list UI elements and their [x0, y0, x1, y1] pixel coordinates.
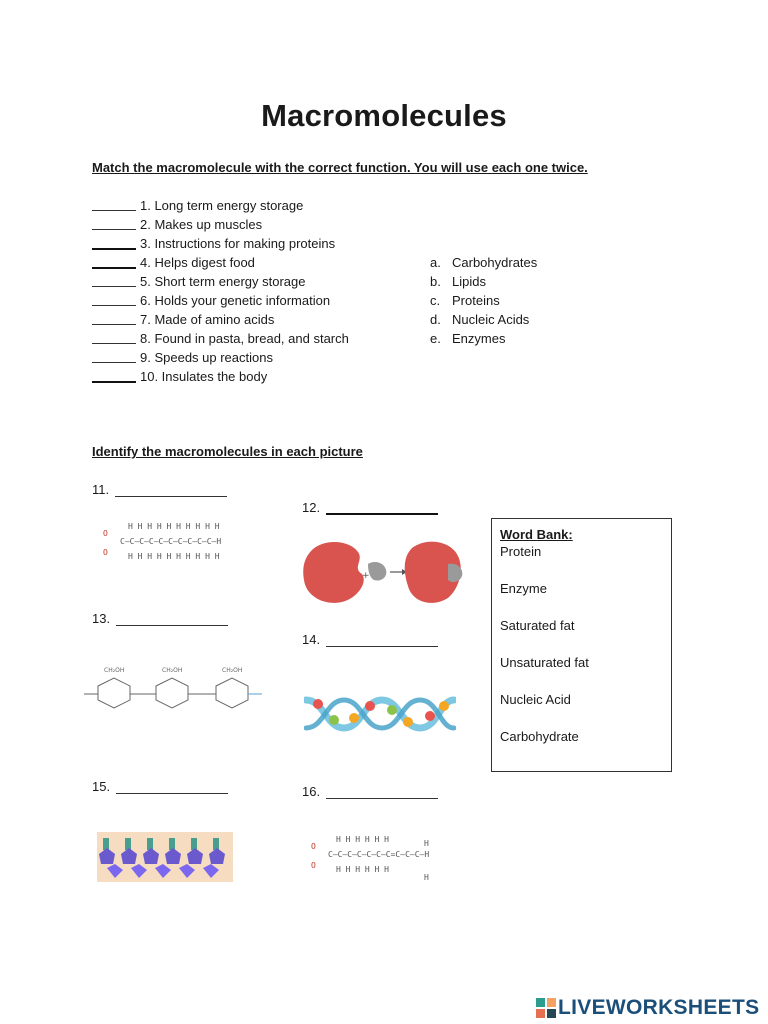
- question-1: 1. Long term energy storage: [92, 196, 349, 215]
- base-2: [329, 715, 339, 725]
- answer-blank-8[interactable]: [92, 333, 136, 344]
- item-14: 14.: [302, 632, 438, 647]
- word-bank-title: Word Bank:: [500, 527, 573, 542]
- option-d: d. Nucleic Acids: [430, 312, 530, 327]
- base-3: [349, 713, 359, 723]
- item-12: 12.: [302, 500, 438, 515]
- h-row-bottom: H H H H H H H H H H: [128, 552, 220, 561]
- answer-line-11[interactable]: [115, 484, 227, 497]
- word-bank: [491, 518, 672, 772]
- base-8: [439, 701, 449, 711]
- oxygen-label-16: O: [311, 842, 316, 851]
- h-upper-right-16: H: [424, 839, 429, 848]
- logo-text: LIVEWORKSHEETS: [558, 996, 760, 1019]
- answer-blank-9[interactable]: [92, 352, 136, 363]
- option-e: e. Enzymes: [430, 331, 506, 346]
- logo-icon: [536, 998, 556, 1018]
- answer-blank-3[interactable]: [92, 238, 136, 250]
- answer-line-14[interactable]: [326, 634, 438, 647]
- answer-blank-7[interactable]: [92, 314, 136, 325]
- option-a: a. Carbohydrates: [430, 255, 538, 270]
- enzyme-left-shape: [303, 542, 363, 603]
- item-15: 15.: [92, 779, 228, 794]
- answer-line-12[interactable]: [326, 501, 438, 515]
- hydroxyl-label-16: O: [311, 861, 316, 870]
- answer-line-13[interactable]: [116, 613, 228, 626]
- word-bank-item: Nucleic Acid: [500, 692, 571, 707]
- h-row-top: H H H H H H H H H H: [128, 522, 220, 531]
- item-13: 13.: [92, 611, 228, 626]
- item-11: 11.: [92, 482, 227, 497]
- hydroxyl-label: O: [103, 548, 108, 557]
- answer-blank-4[interactable]: [92, 257, 136, 269]
- word-bank-item: Enzyme: [500, 581, 547, 596]
- base-7: [425, 711, 435, 721]
- question-6: 6. Holds your genetic information: [92, 291, 349, 310]
- h-row-bottom-16: H H H H H H: [336, 865, 389, 874]
- answer-blank-2[interactable]: [92, 219, 136, 230]
- option-b: b. Lipids: [430, 274, 486, 289]
- sugar-ring-1: [98, 678, 130, 708]
- h-row-top-16: H H H H H H: [336, 835, 389, 844]
- question-9: 9. Speeds up reactions: [92, 348, 349, 367]
- ch2oh-label-2: CH₂OH: [162, 667, 183, 674]
- question-5: 5. Short term energy storage: [92, 272, 349, 291]
- substrate-shape: [368, 562, 386, 581]
- plus-sign: +: [362, 571, 370, 581]
- answer-blank-6[interactable]: [92, 295, 136, 306]
- identify-instructions: Identify the macromolecules in each picture: [92, 444, 363, 459]
- answer-line-16[interactable]: [326, 786, 438, 799]
- nucleic-acid-diagram: [304, 688, 456, 736]
- question-10: 10. Insulates the body: [92, 367, 349, 386]
- carbon-chain: C–C–C–C–C–C–C–C–C–C–H: [120, 537, 222, 546]
- word-bank-item: Unsaturated fat: [500, 655, 589, 670]
- word-bank-item: Protein: [500, 544, 542, 559]
- answer-blank-5[interactable]: [92, 276, 136, 287]
- carbohydrate-diagram: [84, 664, 268, 720]
- answer-blank-1[interactable]: [92, 200, 136, 211]
- option-c: c. Proteins: [430, 293, 500, 308]
- carbon-chain-16: C–C–C–C–C–C–C=C–C–C–H: [328, 850, 430, 859]
- matching-question-list: [92, 196, 349, 386]
- word-bank-item: Carbohydrate: [500, 729, 579, 744]
- item-16: 16.: [302, 784, 438, 799]
- base-1: [313, 699, 323, 709]
- saturated-fat-diagram: [98, 522, 268, 572]
- matching-instructions: Match the macromolecule with the correct function. You will use each one twice.: [92, 160, 588, 175]
- ch2oh-label-3: CH₂OH: [222, 667, 243, 674]
- macromolecule-15-diagram: [97, 832, 233, 882]
- question-3: 3. Instructions for making proteins: [92, 234, 349, 253]
- page-title: Macromolecules: [261, 98, 507, 133]
- base-6: [403, 717, 413, 727]
- h-lower-right-16: H: [424, 873, 429, 882]
- oxygen-label: O: [103, 529, 108, 538]
- question-7: 7. Made of amino acids: [92, 310, 349, 329]
- unsaturated-fat-diagram: [306, 835, 474, 885]
- question-4: 4. Helps digest food: [92, 253, 349, 272]
- question-2: 2. Makes up muscles: [92, 215, 349, 234]
- enzyme-diagram: [302, 538, 472, 606]
- word-bank-item: Saturated fat: [500, 618, 575, 633]
- liveworksheets-logo[interactable]: [536, 996, 759, 1020]
- ch2oh-label-1: CH₂OH: [104, 667, 125, 674]
- question-8: 8. Found in pasta, bread, and starch: [92, 329, 349, 348]
- sugar-ring-3: [216, 678, 248, 708]
- base-5: [387, 705, 397, 715]
- answer-line-15[interactable]: [116, 781, 228, 794]
- base-4: [365, 701, 375, 711]
- sugar-ring-2: [156, 678, 188, 708]
- answer-blank-10[interactable]: [92, 371, 136, 383]
- option-list: [430, 253, 537, 348]
